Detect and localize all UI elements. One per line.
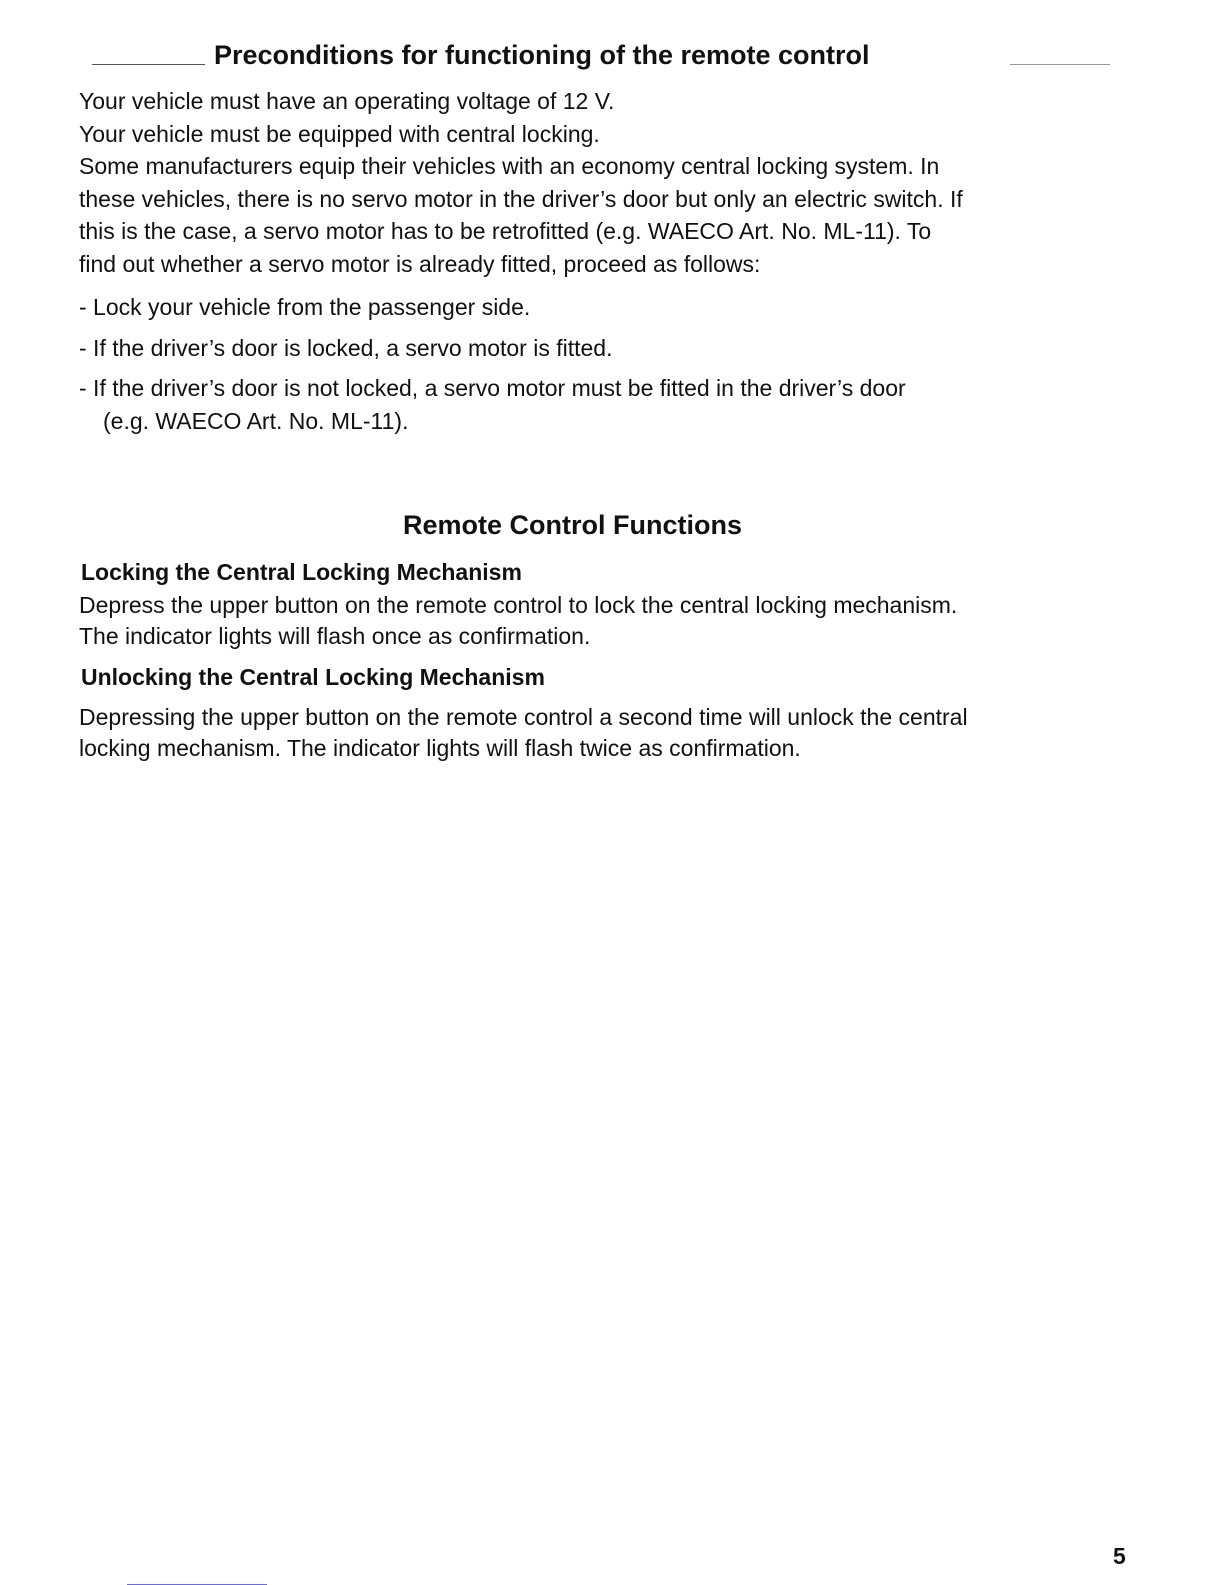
paragraph: Depressing the upper button on the remote control a second time will unlock the central locking mechanism. The indicator lights will flash twice as confirmation. xyxy=(79,704,968,761)
page-number: 5 xyxy=(1113,1543,1126,1569)
list-item: - If the driver’s door is locked, a servo motor is fitted. xyxy=(79,334,613,361)
paragraph: Depress the upper button on the remote control to lock the central locking mechanism. The indicator lights will flash once as confirmation. xyxy=(79,592,958,649)
divider xyxy=(92,64,205,65)
section-title: Preconditions for functioning of the remote control xyxy=(214,40,870,70)
bullet-list xyxy=(79,287,906,441)
subsection-title: Locking the Central Locking Mechanism xyxy=(81,559,522,585)
list-item: - If the driver’s door is not locked, a servo motor must be fitted in the driver’s door xyxy=(79,375,906,401)
subsection-title: Unlocking the Central Locking Mechanism xyxy=(81,664,545,690)
divider xyxy=(1010,64,1110,65)
list-item: - Lock your vehicle from the passenger side. xyxy=(79,294,531,320)
list-item: (e.g. WAECO Art. No. ML-11). xyxy=(103,407,409,434)
paragraph: Your vehicle must have an operating voltage of 12 V. Your vehicle must be equipped with central locking. Some manufacturers equip their vehicles with an economy central locking system. In these vehicles, there is no servo motor in the driver’s door but only an electric switch. If this is the case, a servo motor has to be retrofitted (e.g. WAECO Art. No. ML-11). To find out whether a servo motor is already fitted, proceed as follows: xyxy=(79,88,963,277)
section-title: Remote Control Functions xyxy=(403,510,742,540)
